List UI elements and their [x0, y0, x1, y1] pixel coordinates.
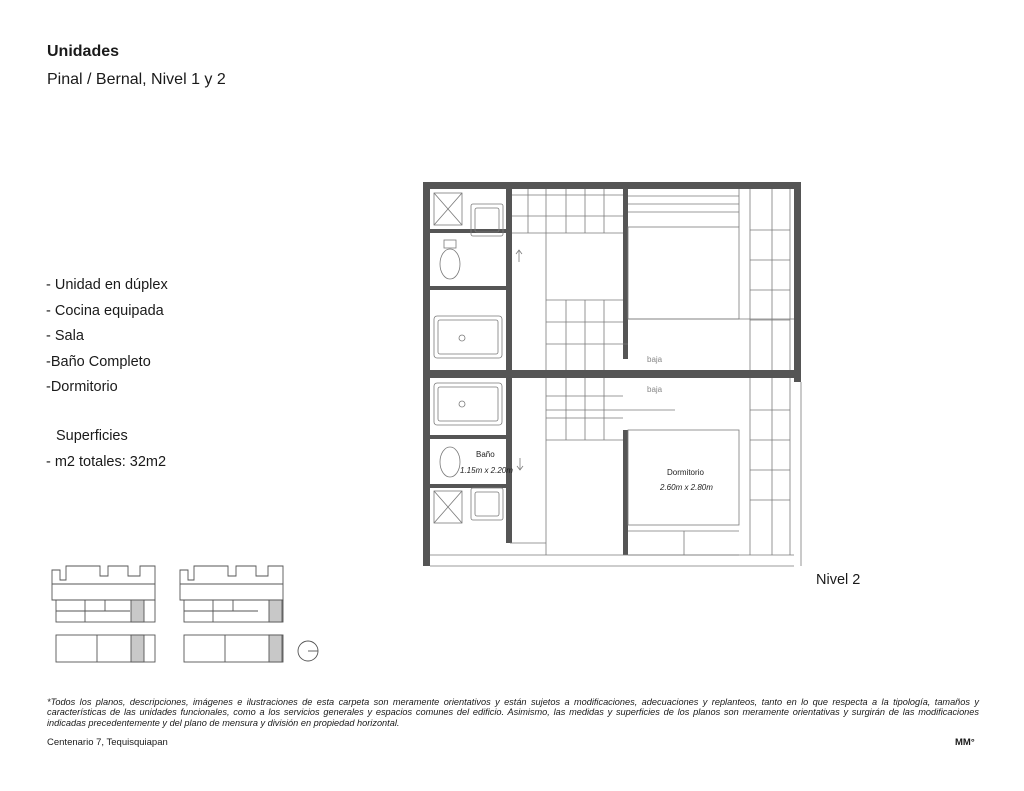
surfaces-title: Superficies — [56, 428, 128, 444]
page-title: Unidades — [47, 43, 120, 60]
surfaces-total: - m2 totales: 32m2 — [46, 454, 167, 470]
stair-label-lower: baja — [647, 385, 663, 394]
bedroom-dimensions: 2.60m x 2.80m — [660, 483, 713, 492]
brand-logo: MM° — [955, 737, 975, 748]
disclaimer: *Todos los planos, descripciones, imágenes e ilustraciones de esta carpeta son meramente orientativos y están sujetos a modificaciones, adecuaciones y replanteos, tanto en lo que respecta a la tipología, tamaños y características de las unidades funcionales, como a los servicios generales y espacios comunes del edificio. Asimismo, las medidas y superficies de los planos son meramente orientativas y surgirán de las modificaciones indicadas precedentemente y del plano de mensura y división en propiedad horizontal. — [47, 697, 979, 728]
feature-item: - Sala — [46, 328, 84, 345]
bath-label: Baño — [476, 450, 495, 459]
level-label: Nivel 2 — [816, 572, 861, 588]
stair-label-upper: baja — [647, 355, 663, 364]
feature-item: - Unidad en dúplex — [46, 277, 168, 293]
address: Centenario 7, Tequisquiapan — [47, 737, 168, 748]
bedroom-label: Dormitorio — [667, 468, 704, 477]
page-subtitle: Pinal / Bernal, Nivel 1 y 2 — [47, 71, 226, 88]
feature-item: - Cocina equipada — [46, 302, 164, 319]
feature-item: -Baño Completo — [46, 353, 151, 370]
bath-dimensions: 1.15m x 2.20m — [460, 466, 513, 475]
feature-item: -Dormitorio — [46, 379, 118, 396]
